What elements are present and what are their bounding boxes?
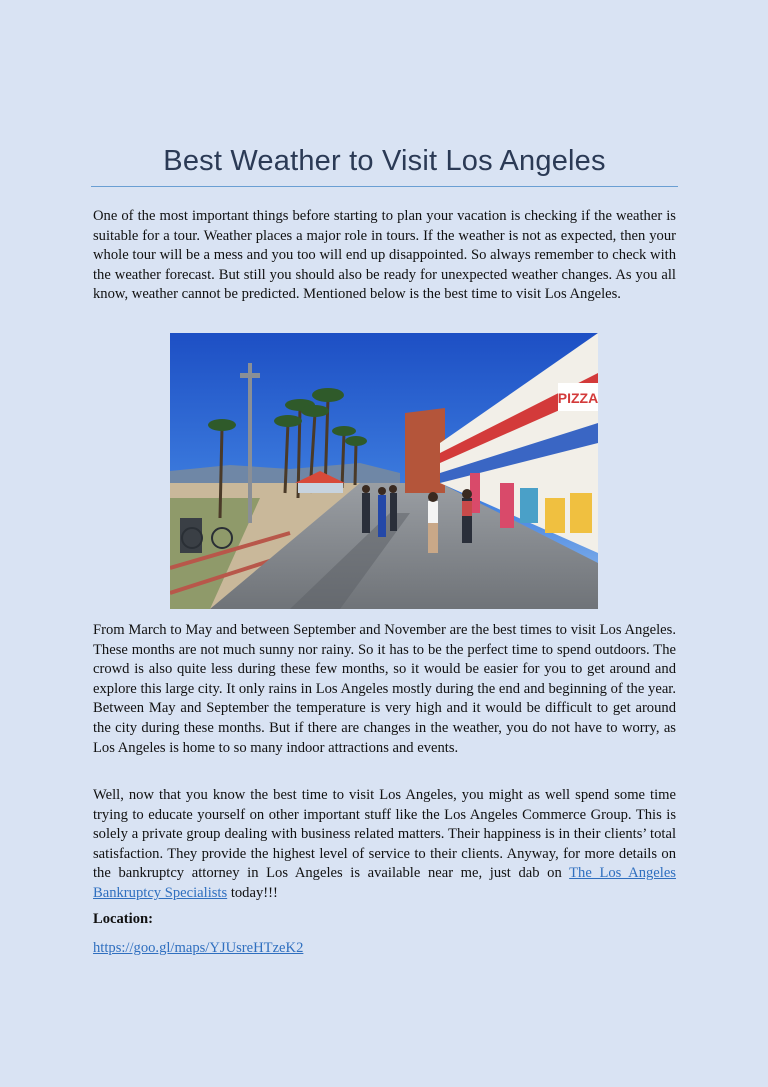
- bankruptcy-specialists-link[interactable]: The Los Angeles Bankruptcy Specialists: [93, 865, 676, 901]
- intro-paragraph: One of the most important things before starting to plan your vacation is checking if the weather is suitable for a tour. Weather places a major role in tours. If the weather is not as expected, then your whole tour will be a mess and you too will end up disappointed. So always remember to check with the weather forecast. But still you should also be ready for unexpected weather changes. As you all know, weather cannot be predicted. Mentioned below is the best time to visit Los Angeles.: [93, 208, 676, 303]
- location-label: Location:: [93, 911, 153, 927]
- page-title: Best Weather to Visit Los Angeles: [163, 145, 606, 177]
- paragraph3-ending: today!!!: [227, 884, 278, 901]
- commerce-group-paragraph: [93, 786, 676, 904]
- location-map-link[interactable]: https://goo.gl/maps/YJUsreHTzeK2: [93, 940, 304, 956]
- title-divider: [91, 186, 678, 187]
- venice-beach-photo: [170, 333, 598, 609]
- pizza-sign-text: PIZZA: [557, 390, 598, 406]
- best-time-paragraph: From March to May and between September and November are the best times to visit Los Angeles. These months are not much sunny nor rainy. So it has to be the perfect time to spend outdoors. The crowd is also quite less during these few months, so it would be easier for you to get around and explore this large city. It only rains in Los Angeles mostly during the end and beginning of the year. Between May and September the temperature is very high and it would be difficult to get around the city during these months. But if there are changes in the weather, you do not have to worry, as Los Angeles is home to so many indoor attractions and events.: [93, 622, 676, 756]
- paragraph3-text: Well, now that you know the best time to visit Los Angeles, you might as well spend some time trying to educate yourself on other important stuff like the Los Angeles Commerce Group. This is solely a private group dealing with business related matters. Their happiness is in their clients’ total satisfaction. They provide the highest level of service to their clients. Anyway, for more details on the bankruptcy attorney in Los Angeles is available near me, just dab on: [93, 787, 676, 882]
